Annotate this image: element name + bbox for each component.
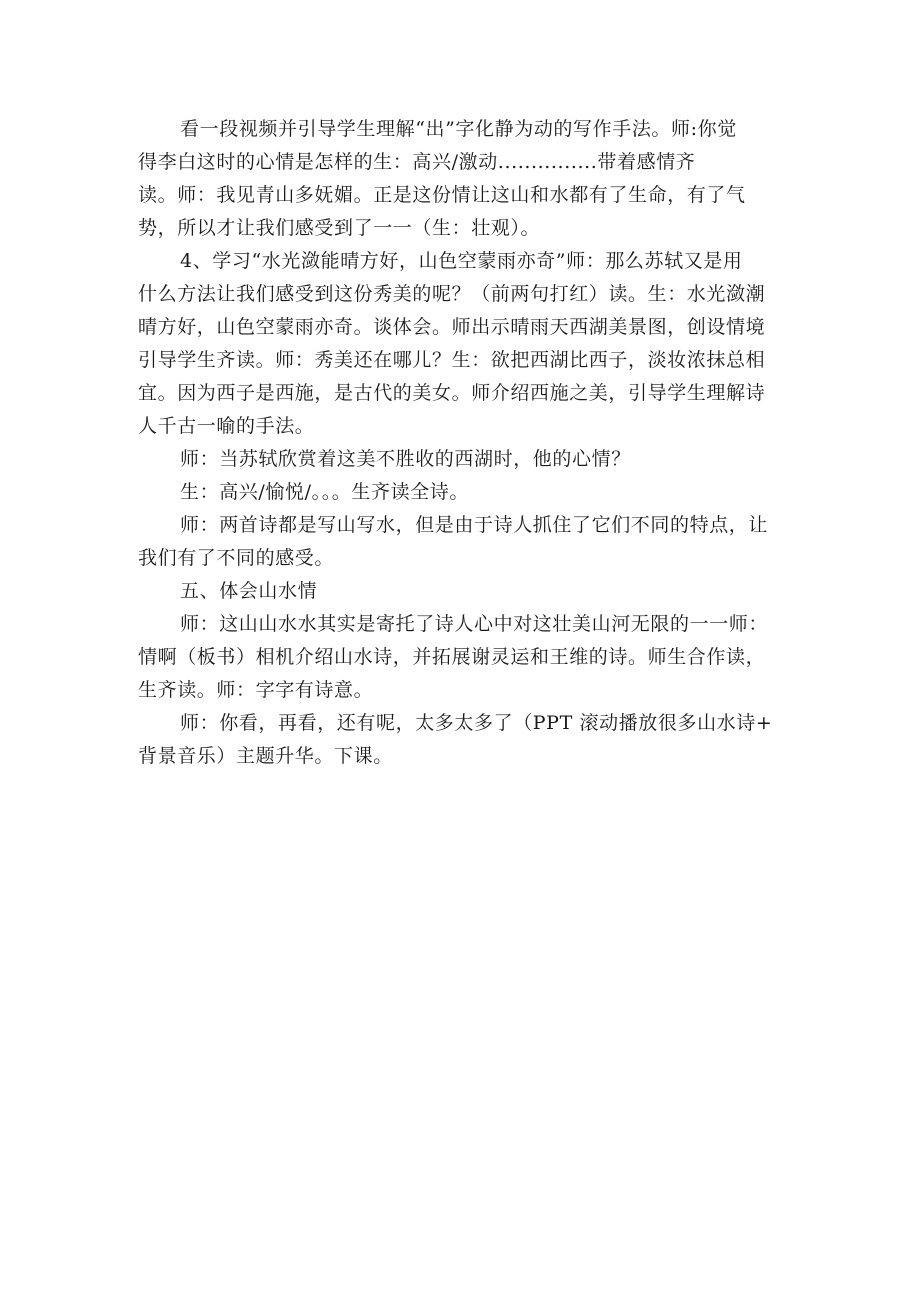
document-body bbox=[138, 113, 798, 773]
paragraph-line: 背景音乐）主题升华。下课。 bbox=[138, 745, 393, 767]
paragraph-line: 生：高兴/愉悦/。。。生齐读全诗。 bbox=[180, 481, 470, 503]
paragraph-line: 引导学生齐读。师：秀美还在哪儿？生：欲把西湖比西子，淡妆浓抹总相 bbox=[138, 349, 766, 371]
paragraph-line: 得李白这时的心情是怎样的生：高兴/激动...............带着感情齐 bbox=[138, 151, 696, 173]
paragraph-line: 什么方法让我们感受到这份秀美的呢？（前两句打红）读。生：水光潋潮 bbox=[138, 283, 766, 305]
paragraph-line: 读。师：我见青山多妩媚。正是这份情让这山和水都有了生命，有了气 bbox=[138, 184, 746, 206]
paragraph-line: 看一段视频并引导学生理解“出”字化静为动的写作手法。师:你觉 bbox=[180, 118, 737, 140]
paragraph-line: 师：你看，再看，还有呢，太多太多了（PPT 滚动播放很多山水诗+ bbox=[180, 712, 773, 734]
paragraph-line: 师：这山山水水其实是寄托了诗人心中对这壮美山河无限的一一师： bbox=[180, 613, 769, 635]
paragraph-line: 我们有了不同的感受。 bbox=[138, 547, 335, 569]
section-heading: 五、体会山水情 bbox=[180, 580, 318, 602]
paragraph-line: 师：两首诗都是写山写水，但是由于诗人抓住了它们不同的特点，让 bbox=[180, 514, 769, 536]
paragraph-line: 势，所以才让我们感受到了一一（生：壮观）。 bbox=[138, 217, 541, 239]
paragraph-line: 人千古一喻的手法。 bbox=[138, 415, 315, 437]
paragraph-line: 晴方好，山色空蒙雨亦奇。谈体会。师出示晴雨天西湖美景图，创设情境 bbox=[138, 316, 766, 338]
paragraph-line: 4、学习“水光潋能晴方好，山色空蒙雨亦奇”师：那么苏轼又是用 bbox=[180, 250, 743, 272]
paragraph-line: 生齐读。师：字字有诗意。 bbox=[138, 679, 374, 701]
paragraph-line: 师：当苏轼欣赏着这美不胜收的西湖时，他的心情？ bbox=[180, 448, 631, 470]
paragraph-line: 情啊（板书）相机介绍山水诗，并拓展谢灵运和王维的诗。师生合作读， bbox=[138, 646, 766, 668]
paragraph-line: 宜。因为西子是西施，是古代的美女。师介绍西施之美，引导学生理解诗 bbox=[138, 382, 766, 404]
